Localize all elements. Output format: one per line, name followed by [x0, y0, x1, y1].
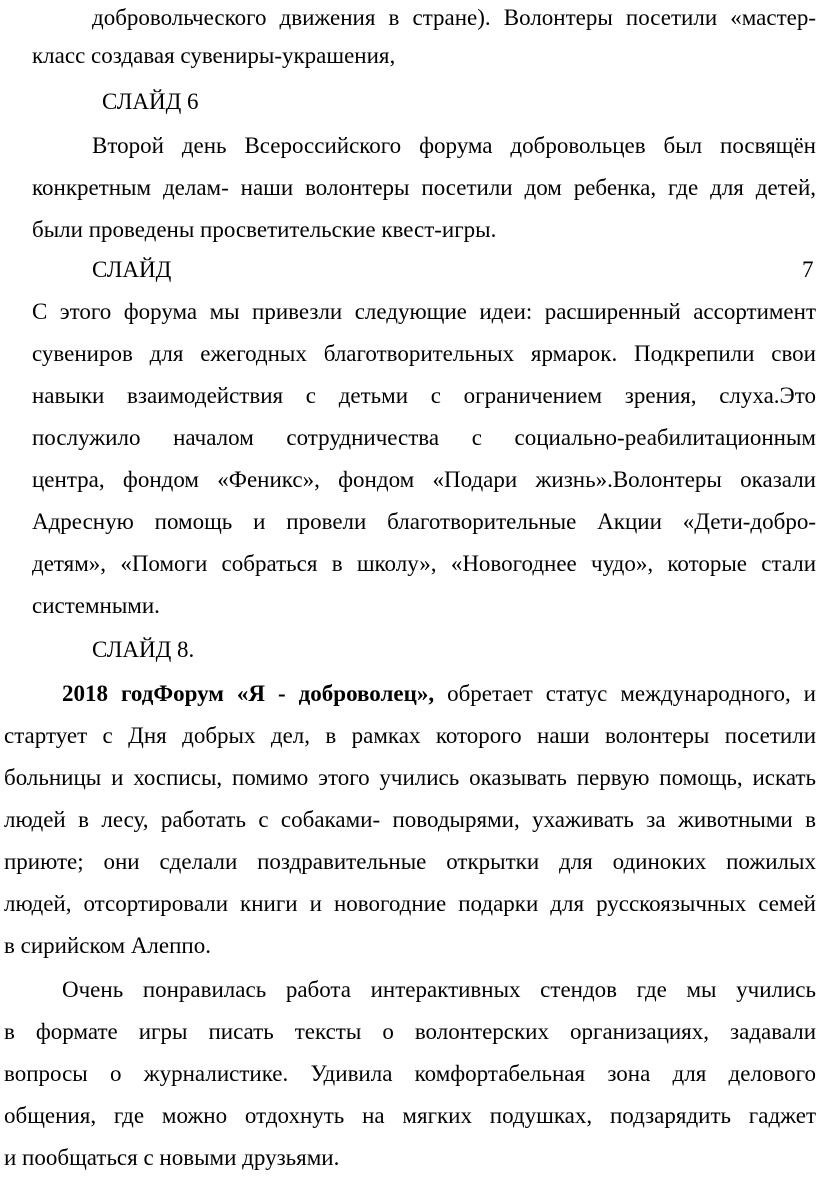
paragraph-line: Очень понравилась работа интерактивных стендов где мы учились — [62, 977, 816, 1002]
paragraph-line: сувениров для ежегодных благотворительных ярмарок. Подкрепили свои — [32, 341, 816, 366]
bold-heading: 2018 годФорум «Я - доброволец», — [62, 681, 435, 706]
paragraph-line: добровольческого движения в стране). Волонтеры посетили «мастер- — [92, 5, 816, 30]
paragraph-line: системными. — [32, 593, 160, 618]
paragraph-line: центра, фондом «Феникс», фондом «Подари жизнь».Волонтеры оказали — [32, 467, 816, 492]
paragraph-text: обретает статус международного, и — [434, 681, 816, 706]
paragraph-line: навыки взаимодействия с детьми с ограничением зрения, слуха.Это — [32, 383, 816, 408]
paragraph-line: были проведены просветительские квест-игры. — [32, 217, 497, 242]
paragraph-line: людей, отсортировали книги и новогодние подарки для русскоязычных семей — [4, 891, 816, 916]
slide-number: 7 — [802, 257, 814, 282]
paragraph-line: Адресную помощь и провели благотворительные Акции «Дети-добро- — [32, 509, 816, 534]
paragraph-line: приюте; они сделали поздравительные открытки для одиноких пожилых — [4, 849, 816, 874]
paragraph-line: больницы и хосписы, помимо этого учились оказывать первую помощь, искать — [4, 765, 816, 790]
paragraph-line: и пообщаться с новыми друзьями. — [4, 1145, 340, 1170]
paragraph-line: людей в лесу, работать с собаками- поводырями, ухаживать за животными в — [4, 807, 816, 832]
slide-heading: СЛАЙД 8. — [92, 637, 195, 662]
paragraph-line: в сирийском Алеппо. — [4, 933, 211, 958]
paragraph-line — [62, 680, 816, 708]
paragraph-line: послужило началом сотрудничества с социально-реабилитационным — [32, 425, 816, 450]
slide-heading: СЛАЙД — [92, 257, 172, 282]
paragraph-line: конкретным делам- наши волонтеры посетили дом ребенка, где для детей, — [32, 175, 816, 200]
paragraph-line: детям», «Помоги собраться в школу», «Новогоднее чудо», которые стали — [32, 551, 816, 576]
paragraph-line: вопросы о журналистике. Удивила комфортабельная зона для делового — [4, 1061, 816, 1086]
paragraph-line: стартует с Дня добрых дел, в рамках которого наши волонтеры посетили — [4, 723, 816, 748]
paragraph-line: в формате игры писать тексты о волонтерских организациях, задавали — [4, 1019, 816, 1044]
paragraph-line: класс создавая сувениры-украшения, — [32, 43, 396, 68]
slide-heading: СЛАЙД 6 — [102, 89, 199, 114]
paragraph-line: С этого форума мы привезли следующие идеи: расширенный ассортимент — [32, 299, 816, 324]
paragraph-line: Второй день Всероссийского форума добровольцев был посвящён — [92, 133, 816, 158]
paragraph-line: общения, где можно отдохнуть на мягких подушках, подзарядить гаджет — [4, 1103, 816, 1128]
